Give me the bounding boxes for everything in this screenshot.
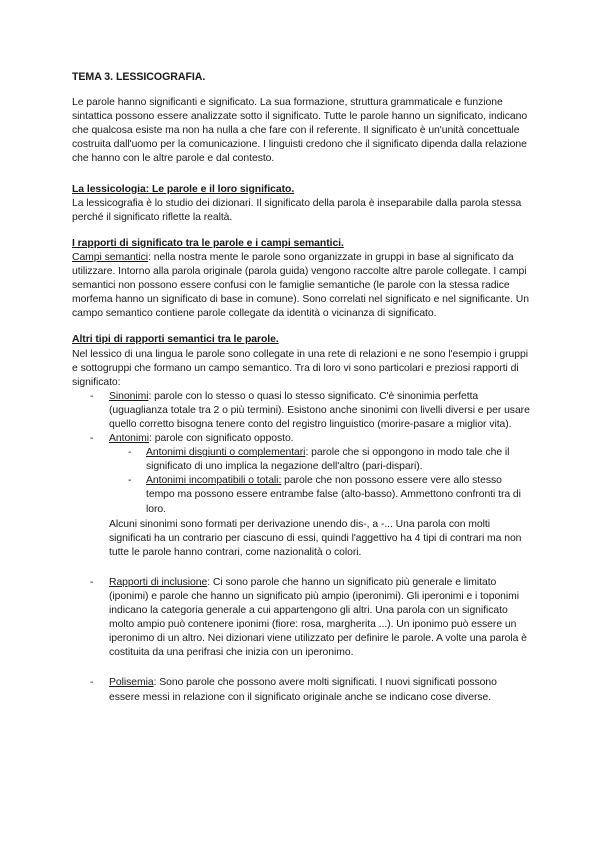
antonimi-disgiunti-term: Antonimi disgiunti o complementari: [146, 447, 306, 459]
lessicologia-text: La lessicografia è lo studio dei dizionari. Il significato della parola è inseparabile dalla parola stessa perché il significato riflette la realtà.: [72, 197, 522, 223]
antonimi-text: : parole con significato opposto.: [149, 433, 294, 445]
section-lessicologia: [72, 183, 530, 225]
antonimi-incompatibili-text: parole che non possono essere vere allo stesso tempo ma possono essere entrambe false (alto-basso). Ammettono confronti tra di loro.: [146, 475, 521, 515]
section-heading-lessicologia: La lessicologia: Le parole e il loro significato.: [72, 183, 295, 195]
polisemia-text: : Sono parole che possono avere molti significati. I nuovi significati possono essere messi in relazione con il significato originale anche se indicano cose diverse.: [109, 677, 497, 703]
section-rapporti: [72, 237, 530, 322]
campi-semantici-term: Campi semantici: [72, 251, 149, 263]
antonimi-sublist: [109, 446, 530, 516]
polisemia-term: Polisemia: [109, 677, 154, 689]
campi-semantici-text: : nella nostra mente le parole sono organizzate in gruppi in base al significato da utilizzare. Intorno alla parola originale (parola guida) vengono raccolte altre parole collegate. I campi semantici non possono essere confusi con le famiglie semantiche (le parole con la stessa radice morfema hanno un significato di base in comune). Sono correlati nel significato e nel significante. Un campo semantico contiene parole collegate da identità o vicinanza di significato.: [72, 251, 529, 320]
inclusione-text: : Ci sono parole che hanno un significato più generale e limitato (iponimi) e parole che hanno un significato più ampio (iperonimi). Gli iperonimi e i toponimi indicano la categoria generale a cui appartengono gli altri. Una parola con un significato molto ampio può contenere iponimi (fiore: rosa, margherita ...). Un iponimo può essere un iperonimo di un altro. Nei dizionari viene utilizzato per definire le parole. A volte una parola è costituita da una perifrasi che inizia con un iperonimo.: [109, 576, 527, 659]
section-heading-rapporti: I rapporti di significato tra le parole e i campi semantici.: [72, 237, 344, 249]
list-item-inclusione: [72, 576, 530, 661]
list-spacer: [72, 560, 530, 576]
rapporti-list: [72, 390, 530, 560]
list-spacer: [72, 660, 530, 676]
altri-intro: Nel lessico di una lingua le parole sono collegate in una rete di relazioni e ne sono l'esempio i gruppi e sottogruppi che formano un campo semantico. Tra di loro vi sono particolari e preziosi rapporti di significato:: [72, 348, 528, 388]
intro-paragraph: Le parole hanno significanti e significato. La sua formazione, struttura grammaticale e funzione sintattica possono essere analizzate sotto il significato. Tutte le parole hanno un significato, indicano che qualcosa esiste ma non ha nulla a che fare con il referente. Il significato è un'unità concettuale costruita dall'uomo per la comunicazione. I linguisti credono che il significato dipenda dalla relazione che hanno con le altre parole e dal contesto.: [72, 97, 528, 165]
antonimi-term: Antonimi: [109, 433, 150, 445]
campi-semantici-paragraph: [72, 251, 530, 321]
sinonimi-text: : parole con lo stesso o quasi lo stesso significato. C'è sinonimia perfetta (uguaglianza totale tra 2 o più termini). Esistono anche sinonimi con livelli diversi e per usare quello corretto bisogna tenere conto del registro linguistico (morire-pasare a miglior vita).: [109, 390, 530, 430]
list-item-antonimi-incompatibili: [109, 474, 530, 516]
antonimi-incompatibili-term: Antonimi incompatibili o totali:: [146, 475, 282, 487]
section-heading-altri: Altri tipi di rapporti semantici tra le parole.: [72, 334, 279, 346]
document-page: [72, 70, 530, 717]
document-title: TEMA 3. LESSICOGRAFIA.: [72, 71, 206, 83]
antonimi-note: Alcuni sinonimi sono formati per derivazione unendo dis-, a -... Una parola con molti significati ha un contrario per ciascuno di essi, quindi l'aggettivo ha 4 tipi di contrari ma non tutte le parole hanno contrari, come nazionalità o colori.: [109, 518, 522, 558]
antonimi-disgiunti-text: : parole che si oppongono in modo tale che il significato di uno implica la negazione dell'altro (pari-dispari).: [146, 447, 510, 473]
list-item-polisemia: [72, 676, 530, 704]
sinonimi-term: Sinonimi: [109, 390, 149, 402]
inclusione-term: Rapporti di inclusione: [109, 576, 208, 588]
list-item-antonimi-disgiunti: [109, 446, 530, 474]
list-item-sinonimi: [72, 390, 530, 432]
section-altri-rapporti: [72, 333, 530, 704]
list-item-antonimi: [72, 432, 530, 560]
rapporti-list-continued-2: [72, 676, 530, 704]
rapporti-list-continued: [72, 576, 530, 661]
